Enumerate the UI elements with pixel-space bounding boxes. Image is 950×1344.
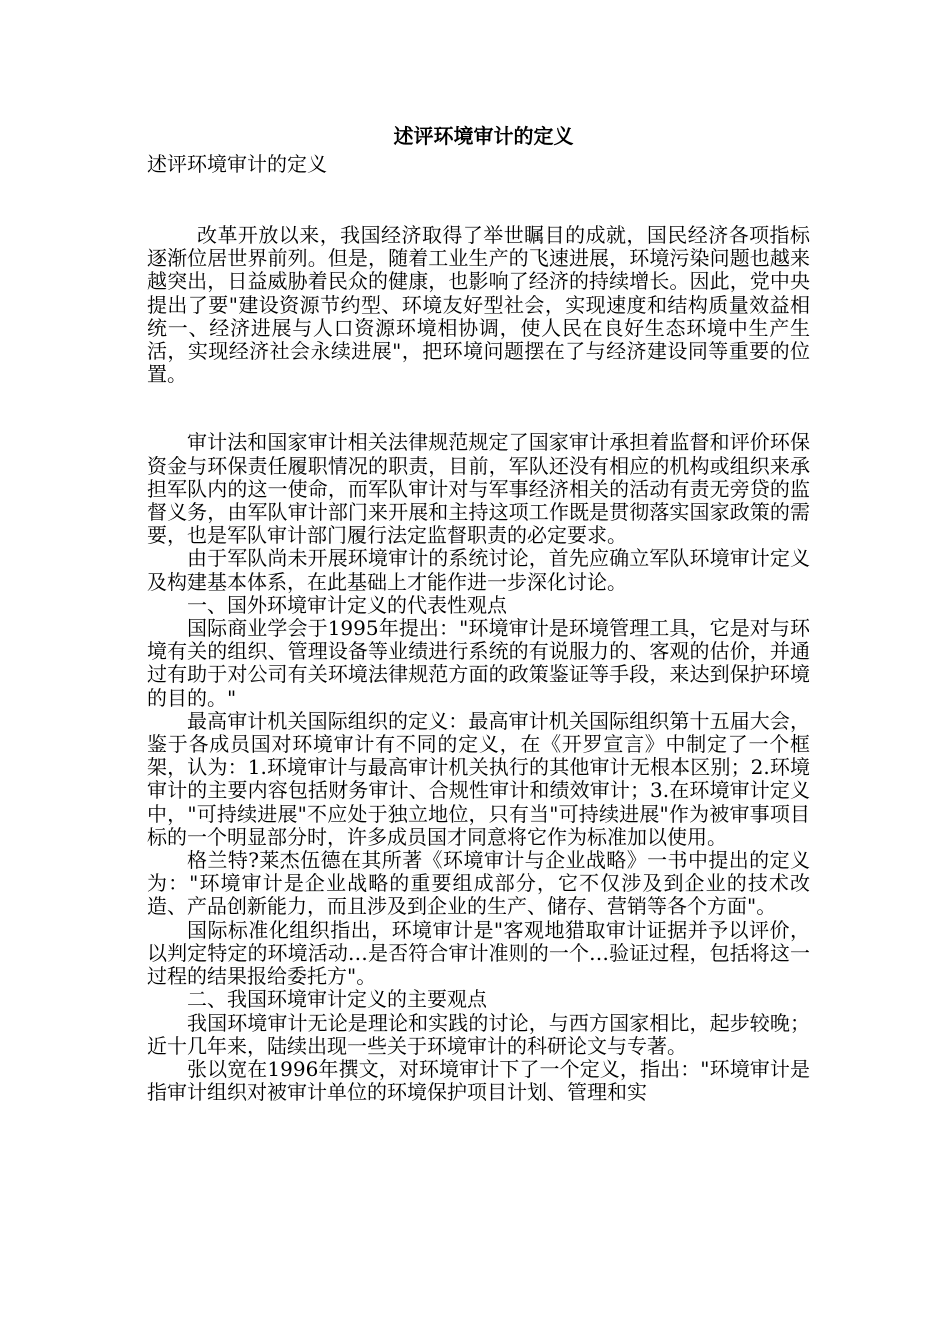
- document-body: [147, 122, 810, 1104]
- paragraph-military: 由于军队尚未开展环境审计的系统讨论，首先应确立军队环境审计定义及构建基本体系，在此基础上才能作进一步深化讨论。: [147, 546, 810, 594]
- document-title: 述评环境审计的定义: [393, 124, 574, 148]
- paragraph-audit-law: 审计法和国家审计相关法律规范规定了国家审计承担着监督和评价环保资金与环保责任履职情况的职责，目前，军队还没有相应的机构或组织来承担军队内的这一使命，而军队审计对与军事经济相关的活动有责无旁贷的监督义务，由军队审计部门来开展和主持这项工作既是贯彻落实国家政策的需要，也是军队审计部门履行法定监督职责的必定要求。: [147, 430, 810, 548]
- section-heading-foreign: 一、国外环境审计定义的代表性观点: [187, 592, 507, 617]
- paragraph-grant: 格兰特?莱杰伍德在其所著《环境审计与企业战略》一书中提出的定义为："环境审计是企业战略的重要组成部分，它不仅涉及到企业的技术改造、产品创新能力，而且涉及到企业的生产、储存、营销等各个方面"。: [147, 848, 810, 919]
- paragraph-zhang: 张以宽在1996年撰文，对环境审计下了一个定义，指出："环境审计是指审计组织对被审计单位的环境保护项目计划、管理和实: [147, 1056, 810, 1105]
- paragraph-iso: 国际标准化组织指出，环境审计是"客观地猎取审计证据并予以评价，以判定特定的环境活动…是否符合审计准则的一个…验证过程，包括将这一过程的结果报给委托方"。: [147, 917, 810, 989]
- paragraph-intosai: 最高审计机关国际组织的定义：最高审计机关国际组织第十五届大会，鉴于各成员国对环境审计有不同的定义，在《开罗宣言》中制定了一个框架，认为：1.环境审计与最高审计机关执行的其他审计无根本区别；2.环境审计的主要内容包括财务审计、合规性审计和绩效审计；3.在环境审计定义中，"可持续进展"不应处于独立地位，只有当"可持续进展"作为被审事项目标的一个明显部分时，许多成员国才同意将它作为标准加以使用。: [147, 708, 810, 849]
- paragraph-intro: 改革开放以来，我国经济取得了举世瞩目的成就，国民经济各项指标逐渐位居世界前列。但是，随着工业生产的飞速进展，环境污染问题也越来越突出，日益威胁着民众的健康，也影响了经济的持续增长。因此，党中央提出了要"建设资源节约型、环境友好型社会，实现速度和结构质量效益相统一、经济进展与人口资源环境相协调，使人民在良好生态环境中生产生活，实现经济社会永续进展"，把环境问题摆在了与经济建设同等重要的位置。: [147, 223, 810, 387]
- paragraph-icc: 国际商业学会于1995年提出："环境审计是环境管理工具，它是对与环境有关的组织、管理设备等业绩进行系统的有说服力的、客观的估价，并通过有助于对公司有关环境法律规范方面的政策鉴证等手段，来达到保护环境的目的。": [147, 616, 810, 710]
- document-subtitle: 述评环境审计的定义: [147, 152, 327, 176]
- paragraph-domestic-intro: 我国环境审计无论是理论和实践的讨论，与西方国家相比，起步较晚；近十几年来，陆续出现一些关于环境审计的科研论文与专著。: [147, 1010, 810, 1058]
- section-heading-domestic: 二、我国环境审计定义的主要观点: [187, 987, 487, 1012]
